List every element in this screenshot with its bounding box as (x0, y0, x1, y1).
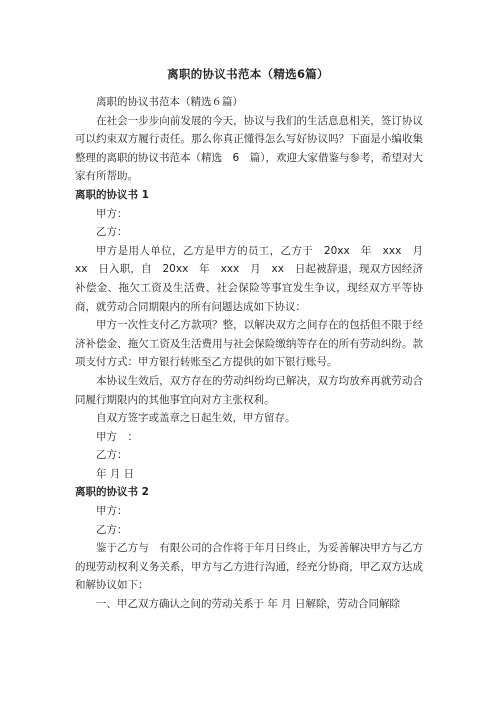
paragraph: 自双方签字或盖章之日起生效，甲方留存。 (96, 412, 296, 425)
paragraph: 年 月 日 (96, 467, 135, 480)
paragraph: 乙方： (96, 449, 128, 462)
paragraph: 一、甲乙双方确认之间的劳动关系于 年 月 日解除，劳动合同解除 (96, 598, 401, 611)
paragraph: 鉴于乙方与 有限公司的合作将于年月日终止，为妥善解决甲方与乙方的现劳动权利义务关系，甲方与乙方进行沟通，经充分协商，甲乙双方达成和解协议如下： (75, 542, 423, 592)
paragraph: 在社会一步步向前发展的今天，协议与我们的生活息息相关，签订协议可以约束双方履行责任。那么你真正懂得怎么写好协议吗？下面是小编收集整理的离职的协议书范本（精选 6 篇），欢迎大家借鉴与参考，希望对大家有所帮助。 (75, 114, 423, 183)
paragraph: 甲方： (96, 207, 128, 220)
paragraph: 离职的协议书范本（精选６篇） (96, 96, 243, 108)
paragraph: 甲方是用人单位，乙方是甲方的员工，乙方于 20xx 年 xxx 月 xx 日入职，自 20xx 年 xxx 月 xx 日起被辞退，现双方因经济补偿金、拖欠工资及生活费、社会保险等事宜发生争议，现经双方平等协商，就劳动合同期限内的所有问题达成如下协议： (75, 244, 434, 313)
paragraph: 本协议生效后，双方存在的劳动纠纷均已解决，双方均放弃再就劳动合同履行期限内的其他事宜向对方主张权利。 (75, 374, 423, 406)
paragraph: 甲方 ： (96, 430, 138, 443)
section-heading: 离职的协议书 1 (75, 188, 149, 201)
paragraph: 乙方： (96, 523, 128, 536)
document-body (75, 93, 434, 614)
paragraph: 甲方： (96, 505, 128, 518)
document-title: 离职的协议书范本（精选6篇） (167, 67, 329, 81)
section-heading: 离职的协议书 2 (75, 486, 149, 499)
paragraph: 甲方一次性支付乙方款项？整，以解决双方之间存在的包括但不限于经济补偿金、拖欠工资及生活费用与社会保险缴纳等存在的所有劳动纠纷。款项支付方式：甲方银行转账至乙方提供的如下银行账号。 (75, 319, 423, 369)
paragraph: 乙方： (96, 226, 128, 239)
